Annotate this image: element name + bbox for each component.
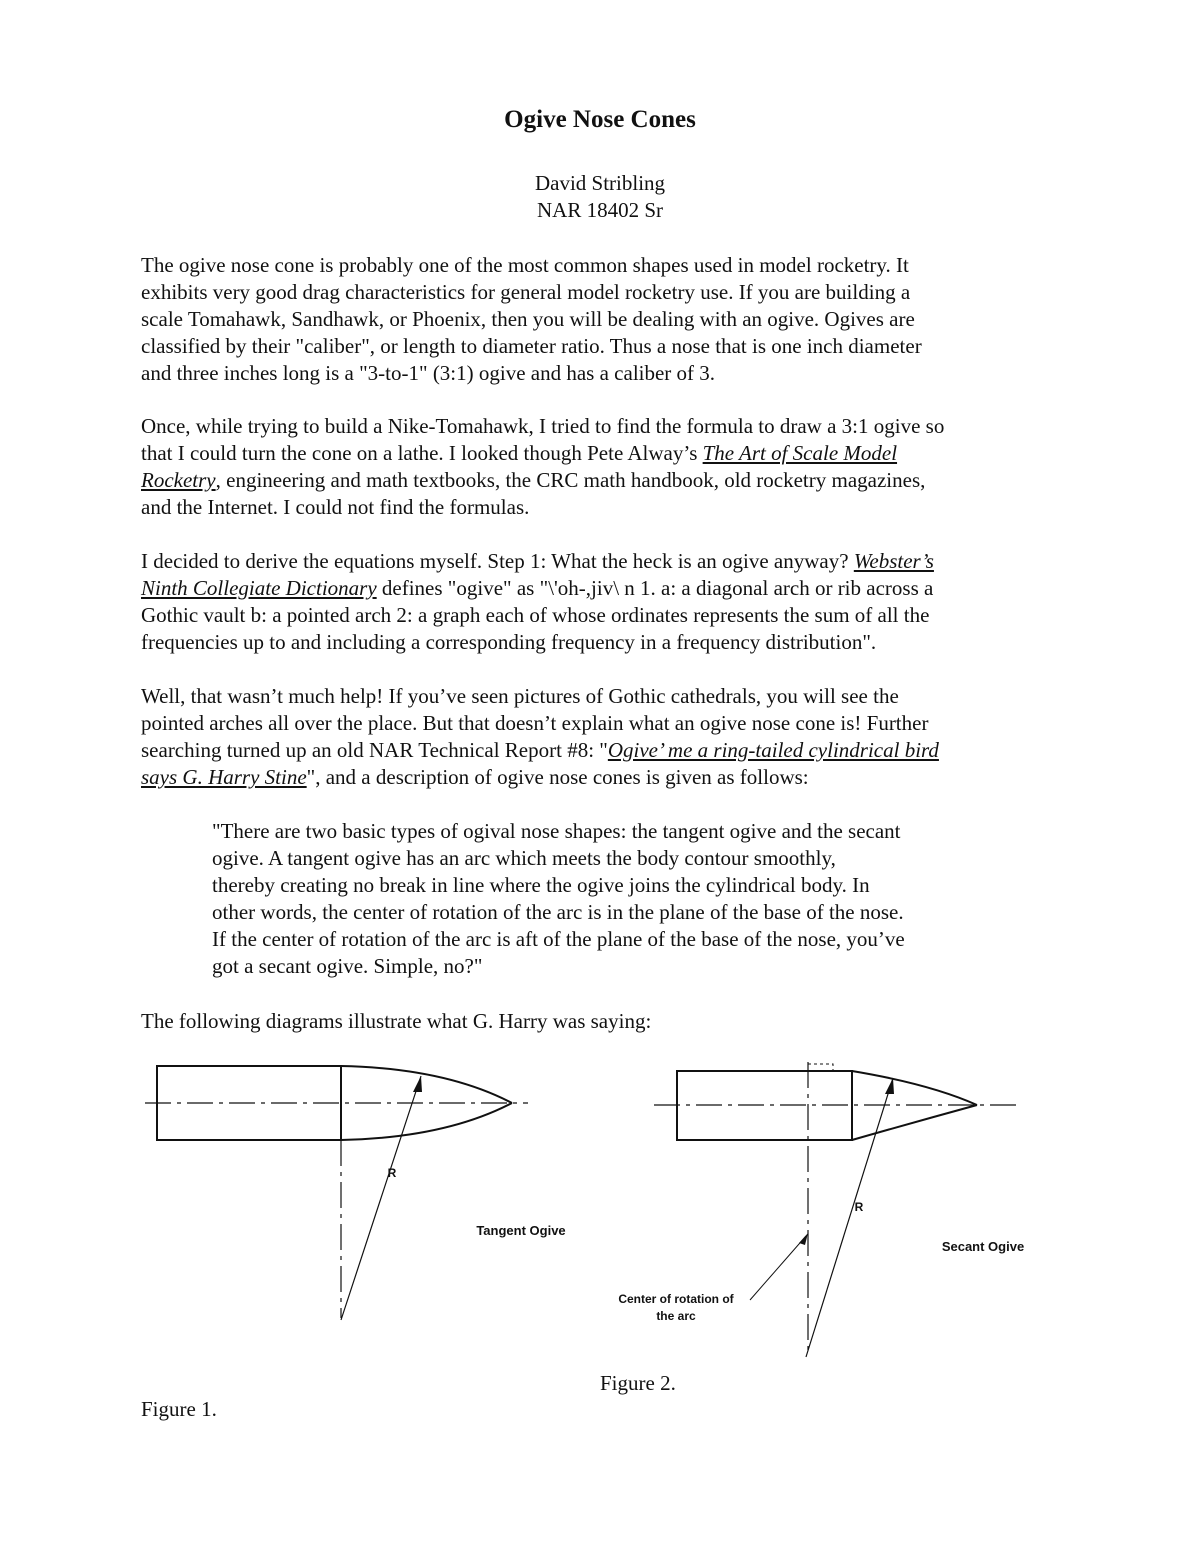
text-fragment: that I could turn the cone on a lathe. I looked though Pete Alway’s (141, 441, 703, 465)
text-line (141, 440, 1061, 467)
author-nar-number: NAR 18402 Sr (536, 198, 663, 222)
text-line: The following diagrams illustrate what G. Harry was saying: (141, 1009, 652, 1033)
paragraph-definition (141, 548, 1061, 656)
text-fragment: searching turned up an old NAR Technical Report #8: " (141, 738, 608, 762)
paragraph-search (141, 413, 1061, 521)
book-reference: Rocketry (141, 468, 216, 492)
text-line (141, 737, 1061, 764)
radius-line (806, 1078, 893, 1357)
dimension-tick (808, 1064, 833, 1070)
text-line: classified by their "caliber", or length to diameter ratio. Thus a nose that is one inch diameter (141, 334, 922, 358)
text-line: frequencies up to and including a corresponding frequency in a frequency distribution". (141, 630, 877, 654)
text-fragment: , engineering and math textbooks, the CRC math handbook, old rocketry magazines, (215, 468, 926, 492)
text-line: and three inches long is a "3-to-1" (3:1) ogive and has a caliber of 3. (141, 361, 716, 385)
report-reference: says G. Harry Stine (141, 765, 307, 789)
text-line: pointed arches all over the place. But that doesn’t explain what an ogive nose cone is! Further (141, 711, 929, 735)
dictionary-reference: Ninth Collegiate Dictionary (141, 576, 377, 600)
center-of-rotation-label: the arc (656, 1309, 696, 1323)
quote-line: ogive. A tangent ogive has an arc which meets the body contour smoothly, (212, 846, 836, 870)
dictionary-reference: Webster’s (853, 549, 934, 573)
ogive-curve-top (341, 1066, 512, 1103)
tangent-ogive-label: Tangent Ogive (476, 1223, 566, 1238)
quote-line: If the center of rotation of the arc is aft of the plane of the base of the nose, you’ve (212, 927, 905, 951)
quote-line: other words, the center of rotation of the arc is in the plane of the base of the nose. (212, 900, 904, 924)
ogive-diagrams (0, 1050, 1200, 1370)
text-line: The ogive nose cone is probably one of the most common shapes used in model rocketry. It (141, 253, 909, 277)
secant-ogive-label: Secant Ogive (941, 1239, 1025, 1254)
author-block (0, 170, 1200, 224)
radius-arrowhead (885, 1078, 894, 1094)
ogive-curve-bottom (341, 1103, 512, 1140)
paragraph-gothic (141, 683, 1061, 791)
text-line (141, 575, 1061, 602)
radius-arrowhead (413, 1076, 422, 1092)
center-leader-line (750, 1236, 806, 1300)
text-line (141, 548, 1061, 575)
block-quote (212, 818, 1012, 980)
text-line: Once, while trying to build a Nike-Tomahawk, I tried to find the formula to draw a 3:1 ogive so (141, 414, 945, 438)
ogive-curve-bottom (852, 1105, 977, 1140)
tangent-ogive-diagram (145, 1066, 528, 1320)
text-fragment: I decided to derive the equations myself. Step 1: What the heck is an ogive anyway? (141, 549, 854, 573)
ogive-curve-top (852, 1071, 977, 1105)
center-leader-arrowhead (799, 1233, 808, 1245)
paragraph-diagram-intro (141, 1008, 1061, 1035)
radius-line (341, 1076, 421, 1320)
author-name: David Stribling (534, 171, 666, 195)
text-line: Gothic vault b: a pointed arch 2: a graph each of whose ordinates represents the sum of all the (141, 603, 930, 627)
page-title: Ogive Nose Cones (504, 106, 696, 133)
center-of-rotation-label: Center of rotation of (618, 1292, 734, 1306)
text-line: Well, that wasn’t much help! If you’ve seen pictures of Gothic cathedrals, you will see the (141, 684, 899, 708)
text-fragment: ", and a description of ogive nose cones is given as follows: (306, 765, 809, 789)
radius-label: R (854, 1200, 864, 1214)
paragraph-intro (141, 252, 1061, 387)
secant-ogive-diagram (654, 1062, 1020, 1357)
book-reference: The Art of Scale Model (702, 441, 898, 465)
figure-2-caption: Figure 2. (600, 1371, 676, 1395)
radius-label: R (387, 1166, 397, 1180)
figure-1-caption: Figure 1. (141, 1397, 217, 1421)
text-line: scale Tomahawk, Sandhawk, or Phoenix, then you will be dealing with an ogive. Ogives are (141, 307, 915, 331)
text-line: exhibits very good drag characteristics for general model rocketry use. If you are building a (141, 280, 911, 304)
text-line (141, 764, 1061, 791)
quote-line: "There are two basic types of ogival nose shapes: the tangent ogive and the secant (212, 819, 901, 843)
quote-line: got a secant ogive. Simple, no?" (212, 954, 483, 978)
text-line: and the Internet. I could not find the formulas. (141, 495, 530, 519)
quote-line: thereby creating no break in line where the ogive joins the cylindrical body. In (212, 873, 870, 897)
text-line (141, 467, 1061, 494)
text-fragment: defines "ogive" as "\'oh-,jiv\ n 1. a: a diagonal arch or rib across a (376, 576, 934, 600)
report-reference: Ogive’ me a ring-tailed cylindrical bird (607, 738, 939, 762)
